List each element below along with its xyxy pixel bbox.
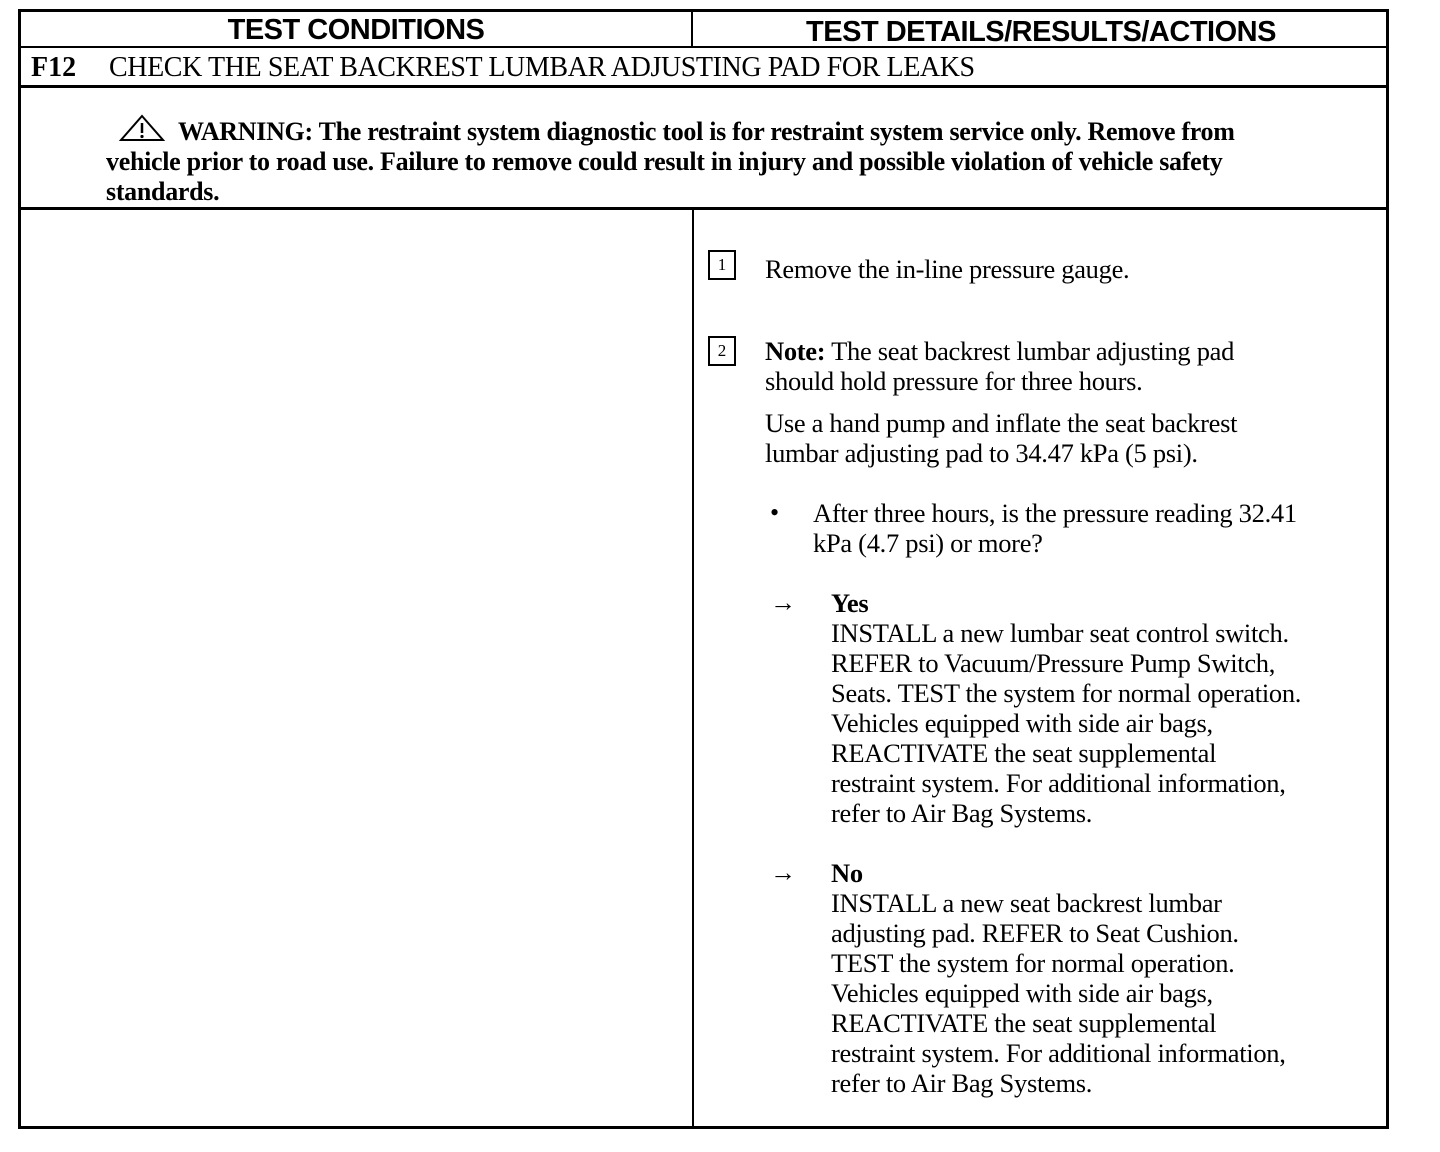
- no-line: TEST the system for normal operation.: [831, 948, 1235, 978]
- no-result: [831, 858, 1286, 1098]
- step-title: CHECK THE SEAT BACKREST LUMBAR ADJUSTING PAD FOR LEAKS: [109, 52, 975, 83]
- step2-question: [813, 498, 1297, 558]
- note-line-1: The seat backrest lumbar adjusting pad: [831, 336, 1235, 366]
- yes-line: INSTALL a new lumbar seat control switch.: [831, 618, 1289, 648]
- no-line: adjusting pad. REFER to Seat Cushion.: [831, 918, 1239, 948]
- note-line-2: should hold pressure for three hours.: [765, 366, 1143, 396]
- question-line-1: After three hours, is the pressure reading 32.41: [813, 498, 1297, 528]
- warning-block: [106, 114, 1306, 207]
- test-details-cell: [694, 210, 1389, 1126]
- warning-triangle-icon: [118, 114, 166, 142]
- yes-line: REACTIVATE the seat supplemental: [831, 738, 1217, 768]
- warning-label: WARNING:: [178, 117, 313, 146]
- step-id: F12: [31, 52, 77, 83]
- yes-label: Yes: [831, 588, 869, 618]
- yes-line: restraint system. For additional information,: [831, 768, 1286, 798]
- no-line: Vehicles equipped with side air bags,: [831, 978, 1213, 1008]
- table-header: [21, 12, 1386, 48]
- warning-row: [21, 88, 1386, 210]
- header-test-conditions: TEST CONDITIONS: [227, 14, 485, 46]
- step1-text: Remove the in-line pressure gauge.: [765, 254, 1130, 284]
- no-line: restraint system. For additional information,: [831, 1038, 1286, 1068]
- yes-line: refer to Air Bag Systems.: [831, 798, 1093, 828]
- question-line-2: kPa (4.7 psi) or more?: [813, 528, 1043, 558]
- no-line: REACTIVATE the seat supplemental: [831, 1008, 1217, 1038]
- yes-line: Vehicles equipped with side air bags,: [831, 708, 1213, 738]
- no-label: No: [831, 858, 863, 888]
- step2-instruction: [765, 408, 1237, 468]
- yes-line: Seats. TEST the system for normal operation.: [831, 678, 1302, 708]
- test-conditions-cell: [21, 210, 694, 1126]
- instruction-line-1: Use a hand pump and inflate the seat backrest: [765, 408, 1238, 438]
- step-number-box: 2: [708, 336, 736, 366]
- step-title-row: [21, 48, 1386, 88]
- arrow-right-icon: →: [770, 858, 796, 887]
- note-label: Note:: [765, 336, 826, 366]
- arrow-right-icon: →: [770, 588, 796, 617]
- yes-line: REFER to Vacuum/Pressure Pump Switch,: [831, 648, 1276, 678]
- instruction-line-2: lumbar adjusting pad to 34.47 kPa (5 psi).: [765, 438, 1198, 468]
- diagnostic-table: [18, 9, 1389, 1129]
- step2-note: [765, 336, 1234, 396]
- no-line: refer to Air Bag Systems.: [831, 1068, 1093, 1098]
- yes-result: [831, 588, 1301, 828]
- step-number-box: 1: [708, 250, 736, 280]
- no-line: INSTALL a new seat backrest lumbar: [831, 888, 1222, 918]
- bullet-icon: •: [770, 498, 780, 527]
- header-test-details: TEST DETAILS/RESULTS/ACTIONS: [806, 16, 1276, 48]
- warning-text: The restraint system diagnostic tool is for restraint system service only. Remove from vehicle prior to road use. Failure to remove could result in injury and possible violation of vehicle safety standards.: [106, 117, 1235, 206]
